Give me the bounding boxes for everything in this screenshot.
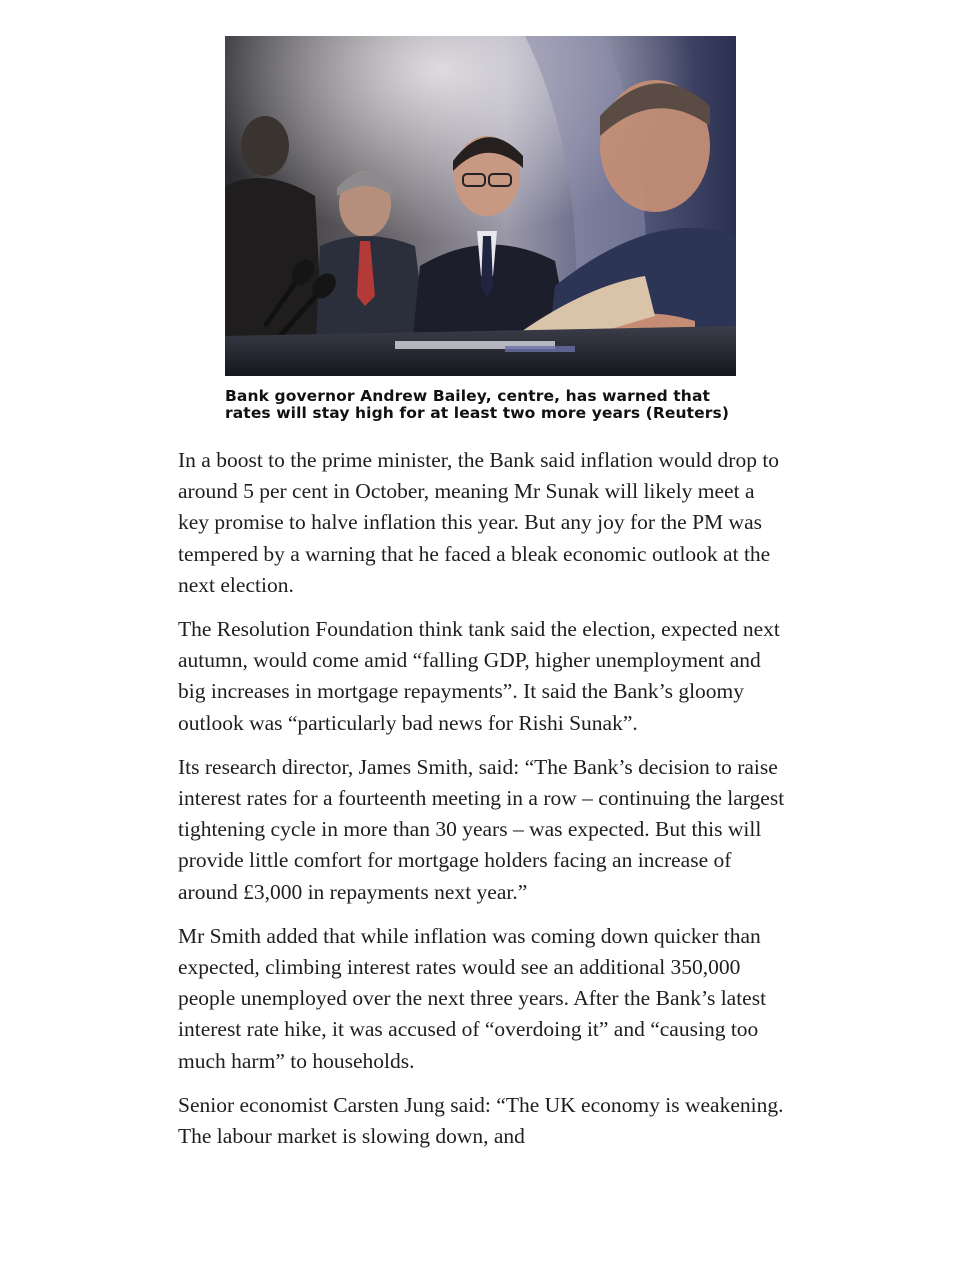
press-conference-photo [225,36,736,376]
article-paragraph: Senior economist Carsten Jung said: “The UK economy is weakening. The labour market is slowing down, and [178,1092,784,1149]
article-paragraph: The Resolution Foundation think tank said the election, expected next autumn, would come amid “falling GDP, higher unemployment and big increases in mortgage repayments”. It said the Bank’s gloomy outlook was “particularly bad news for Rishi Sunak”. [178,617,780,735]
article-body [178,445,786,1165]
article-figure [225,36,736,422]
article-paragraph: Its research director, James Smith, said: “The Bank’s decision to raise interest rates for a fourteenth meeting in a row – continuing the largest tightening cycle in more than 30 years – was expected. But this will provide little comfort for mortgage holders facing an increase of around £3,000 in repayments next year.” [178,754,785,904]
image-caption: Bank governor Andrew Bailey, centre, has warned that rates will stay high for at least two more years (Reuters) [225,387,730,422]
article-paragraph: Mr Smith added that while inflation was coming down quicker than expected, climbing interest rates would see an additional 350,000 people unemployed over the next three years. After the Bank’s latest interest rate hike, it was accused of “overdoing it” and “causing too much harm” to households. [178,923,767,1073]
article-paragraph: In a boost to the prime minister, the Bank said inflation would drop to around 5 per cent in October, meaning Mr Sunak will likely meet a key promise to halve inflation this year. But any joy for the PM was tempered by a warning that he faced a bleak economic outlook at the next election. [178,448,780,597]
